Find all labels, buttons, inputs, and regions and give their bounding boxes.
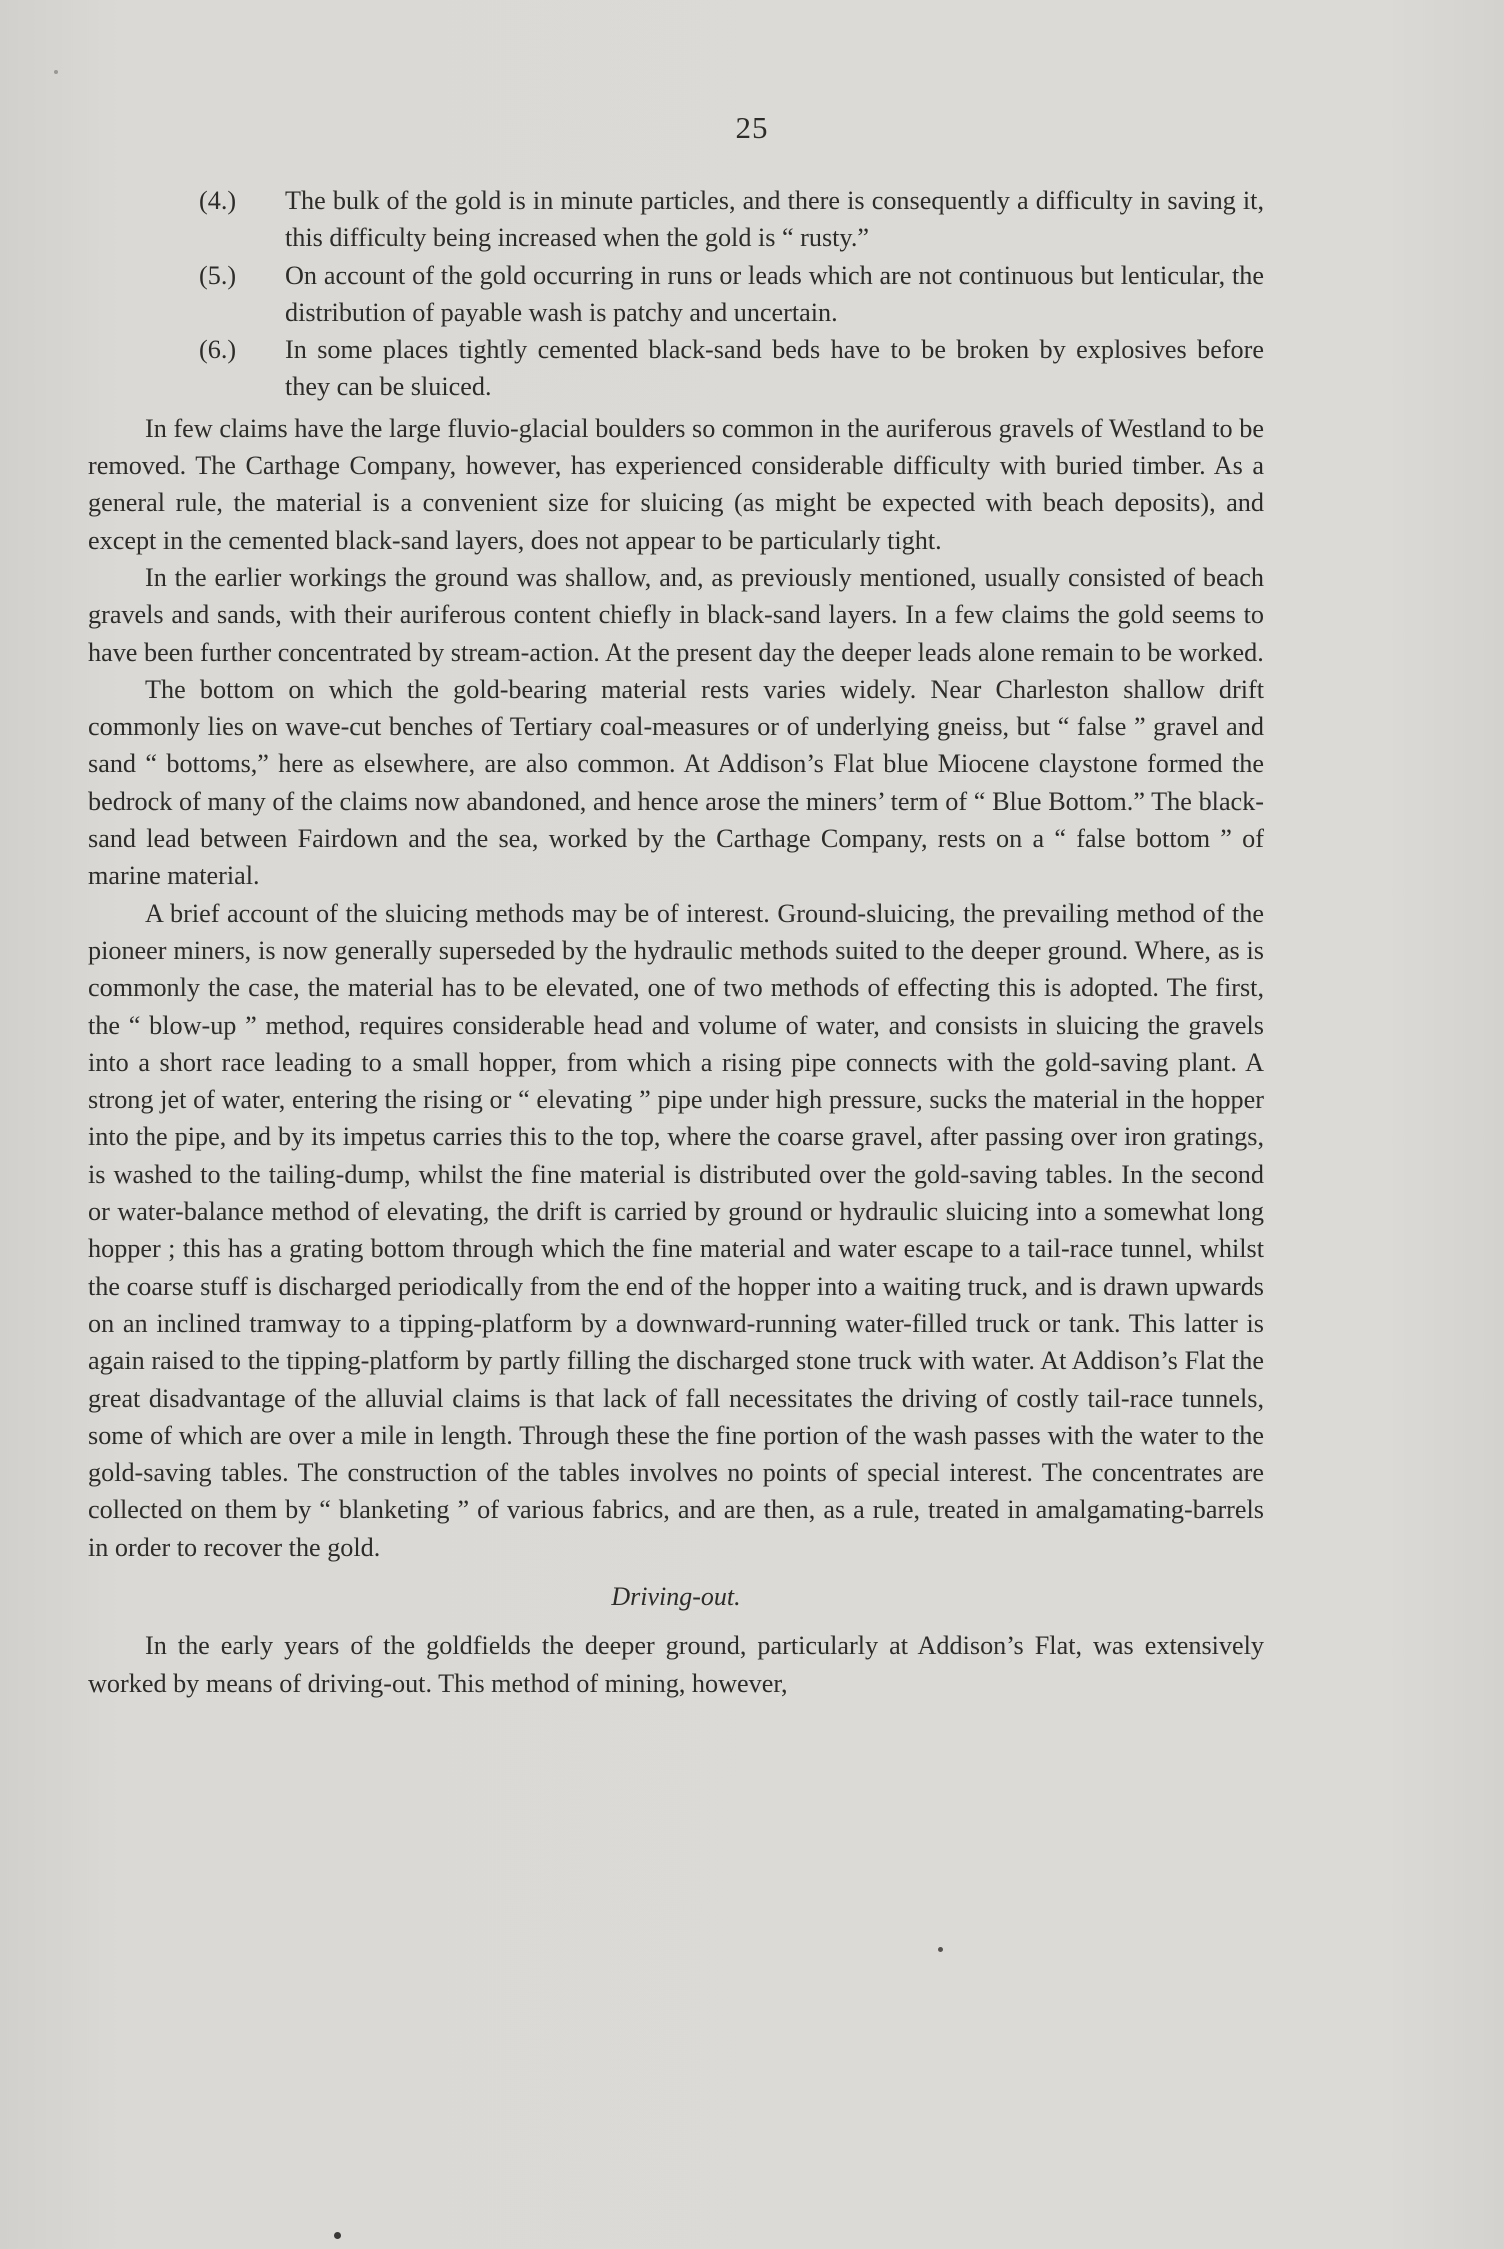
list-item-text: On account of the gold occurring in runs or leads which are not continuous but lenticular, the distribution of payable wash is patchy and uncertain.: [285, 260, 1264, 327]
print-speck: [54, 70, 58, 74]
page-number: 25: [735, 110, 769, 145]
paragraph: In the early years of the goldfields the deeper ground, particularly at Addison’s Flat, was extensively worked by means of driving-out. This method of mining, however,: [88, 1631, 1264, 1698]
list-item-number: (4.): [199, 186, 237, 215]
list-item-number: (5.): [199, 260, 237, 290]
list-item-text: In some places tightly cemented black-sand beds have to be broken by explosives before they can be sluiced.: [285, 335, 1264, 402]
paragraph: A brief account of the sluicing methods may be of interest. Ground-sluicing, the prevailing method of the pioneer miners, is now generally superseded by the hydraulic methods suited to the deeper ground. Where, as is commonly the case, the material has to be elevated, one of two methods of effecting this is adopted. The first, the “ blow-up ” method, requires considerable head and volume of water, and consists in sluicing the gravels into a short race leading to a small hopper, from which a rising pipe connects with the gold-saving plant. A strong jet of water, entering the rising or “ elevating ” pipe under high pressure, sucks the material in the hopper into the pipe, and by its impetus carries this to the top, where the coarse gravel, after passing over iron gratings, is washed to the tailing-dump, whilst the fine material is distributed over the gold-saving tables. In the second or water-balance method of elevating, the drift is carried by ground or hydraulic sluicing into a somewhat long hopper ; this has a grating bottom through which the fine material and water escape to a tail-race tunnel, whilst the coarse stuff is discharged periodically from the end of the hopper into a waiting truck, and is drawn upwards on an inclined tramway to a tipping-platform by a downward-running water-filled truck or tank. This latter is again raised to the tipping-platform by partly filling the discharged stone truck with water. At Addison’s Flat the great disadvantage of the alluvial claims is that lack of fall necessitates the driving of costly tail-race tunnels, some of which are over a mile in length. Through these the fine portion of the wash passes with the water to the gold-saving tables. The construction of the tables involves no points of special interest. The concentrates are collected on them by “ blanketing ” of various fabrics, and are then, as a rule, treated in amalgamating-barrels in order to recover the gold.: [88, 898, 1264, 1562]
print-speck: [334, 2232, 341, 2239]
numbered-list: [88, 182, 1264, 406]
section-heading: Driving-out.: [611, 1581, 741, 1611]
list-item: [88, 182, 1264, 257]
paragraph: In the earlier workings the ground was shallow, and, as previously mentioned, usually consisted of beach gravels and sands, with their auriferous content chiefly in black-sand layers. In a few claims the gold seems to have been further concentrated by stream-action. At the present day the deeper leads alone remain to be worked.: [88, 562, 1264, 667]
paragraph: The bottom on which the gold-bearing material rests varies widely. Near Charleston shallow drift commonly lies on wave-cut benches of Tertiary coal-measures or of underlying gneiss, but “ false ” gravel and sand “ bottoms,” here as elsewhere, are also common. At Addison’s Flat blue Miocene claystone formed the bedrock of many of the claims now abandoned, and hence arose the miners’ term of “ Blue Bottom.” The black-sand lead between Fairdown and the sea, worked by the Carthage Company, rests on a “ false bottom ” of marine material.: [88, 674, 1264, 891]
paragraph: In few claims have the large fluvio-glacial boulders so common in the auriferous gravels of Westland to be removed. The Carthage Company, however, has experienced considerable difficulty with buried timber. As a general rule, the material is a convenient size for sluicing (as might be expected with beach deposits), and except in the cemented black-sand layers, does not appear to be particularly tight.: [88, 413, 1264, 555]
body-text: [88, 182, 1264, 1702]
list-item-number: (6.): [199, 335, 237, 365]
print-speck: [938, 1947, 943, 1952]
list-item: [88, 331, 1264, 406]
list-item: [88, 257, 1264, 332]
list-item-text: The bulk of the gold is in minute particles, and there is consequently a difficulty in saving it, this difficulty being increased when the gold is “ rusty.”: [285, 186, 1264, 253]
